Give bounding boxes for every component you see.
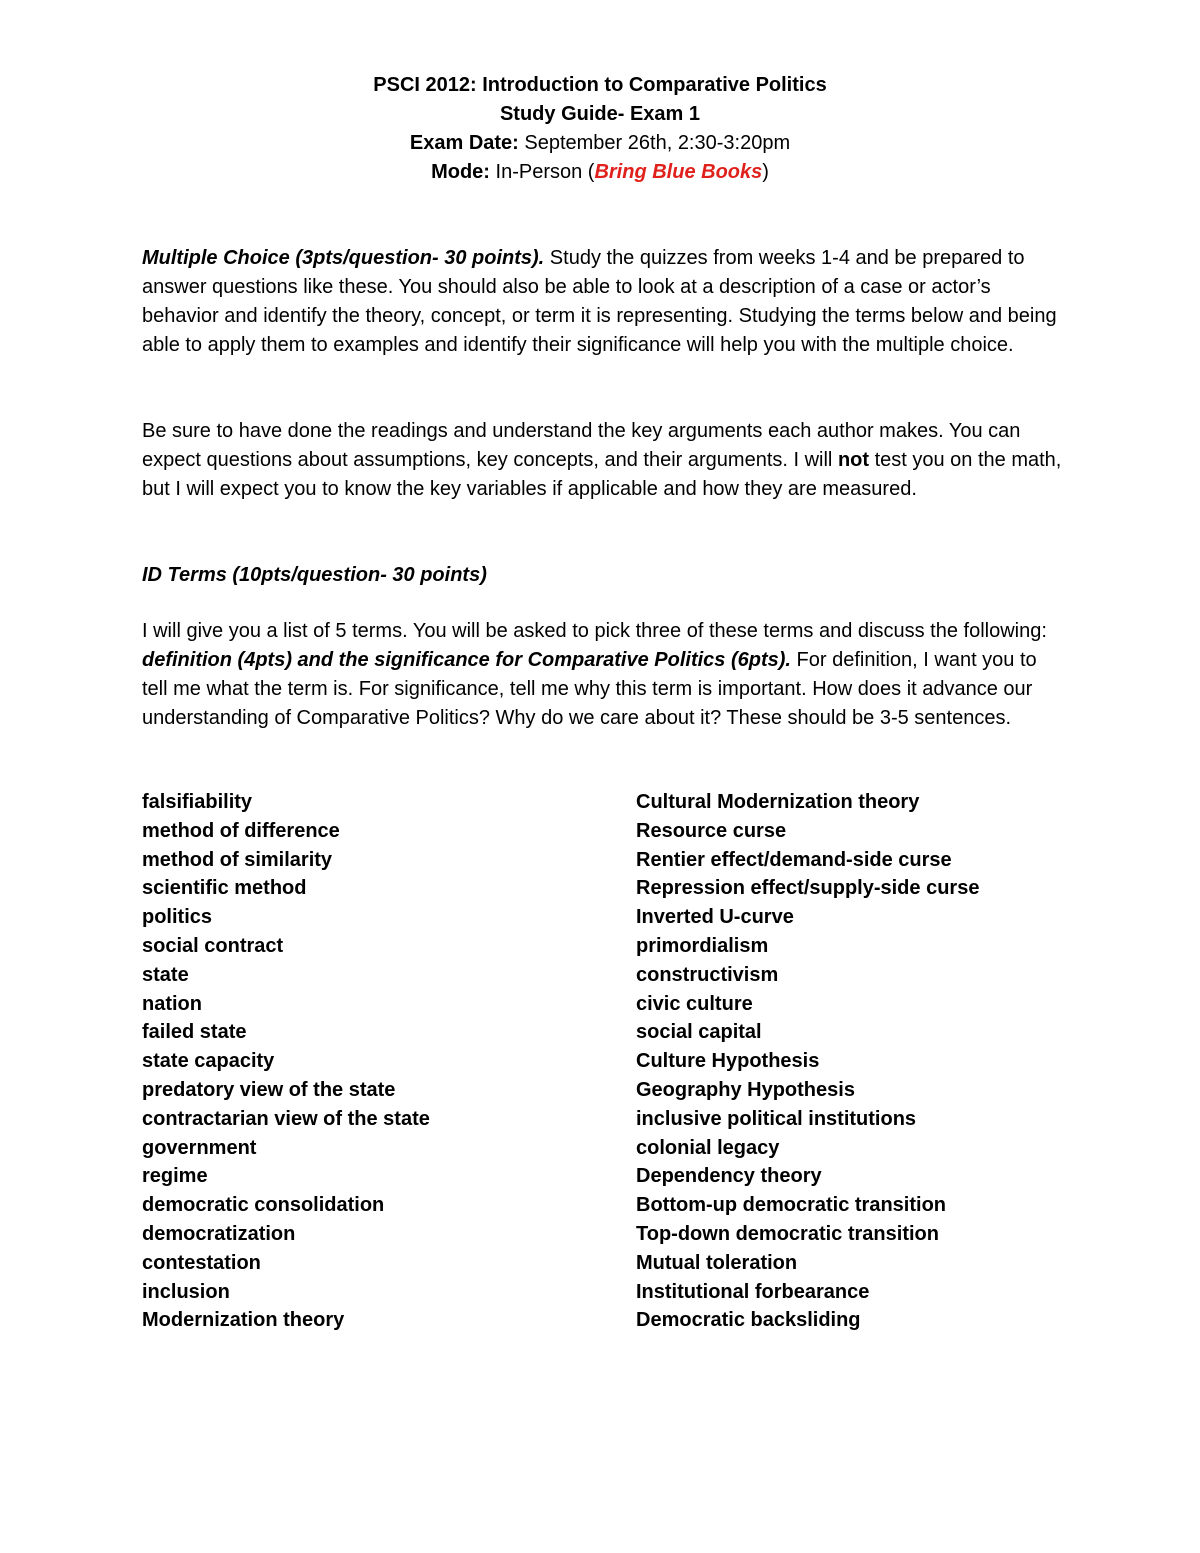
readings-text-bold: not bbox=[837, 449, 870, 471]
term-item: primordialism bbox=[636, 934, 769, 957]
multiple-choice-text: Study the quizzes from weeks 1-4 and be prepared to answer questions like these. You should also be able to look at a description of a case or actor’s behavior and identify the theory, concept, or term it is representing. Studying the terms below and being able to apply them to examples and identify their significance will help you with the multiple choice. bbox=[142, 247, 1057, 356]
course-title: PSCI 2012: Introduction to Comparative Politics bbox=[373, 74, 827, 96]
id-terms-text-post: For definition, I want you to tell me what the term is. For significance, tell me why this term is important. How does it advance our understanding of Comparative Politics? Why do we care about it? These should be 3-5 sentences. bbox=[142, 649, 1037, 729]
exam-date-line bbox=[0, 129, 1200, 158]
term-item: Repression effect/supply-side curse bbox=[636, 877, 980, 900]
term-item: Bottom-up democratic transition bbox=[636, 1194, 947, 1217]
mode-value-pre: In-Person ( bbox=[489, 161, 595, 183]
exam-date-value: September 26th, 2:30-3:20pm bbox=[518, 132, 791, 154]
term-item: colonial legacy bbox=[636, 1136, 780, 1159]
guide-subtitle: Study Guide- Exam 1 bbox=[499, 103, 701, 125]
term-item: falsifiability bbox=[142, 791, 253, 813]
exam-date-label: Exam Date: bbox=[409, 132, 519, 154]
term-item: social capital bbox=[636, 1021, 762, 1044]
term-item: Rentier effect/demand-side curse bbox=[636, 848, 952, 871]
id-terms-heading: ID Terms (10pts/question- 30 points) bbox=[142, 564, 487, 586]
term-item: Dependency theory bbox=[636, 1165, 822, 1188]
id-terms-paragraph bbox=[142, 617, 1062, 733]
term-item: civic culture bbox=[636, 992, 753, 1015]
term-item: contractarian view of the state bbox=[142, 1107, 430, 1130]
term-item: Geography Hypothesis bbox=[636, 1078, 855, 1101]
term-item: Institutional forbearance bbox=[636, 1280, 870, 1303]
term-item: Top-down democratic transition bbox=[636, 1222, 939, 1245]
term-item: method of difference bbox=[142, 819, 340, 842]
term-item: constructivism bbox=[636, 963, 779, 986]
readings-paragraph bbox=[142, 417, 1062, 504]
id-terms-section bbox=[142, 617, 1062, 733]
term-item: nation bbox=[142, 992, 202, 1015]
term-item: inclusive political institutions bbox=[636, 1107, 917, 1130]
term-item: politics bbox=[142, 906, 213, 929]
term-item: state capacity bbox=[142, 1050, 275, 1073]
term-item: Cultural Modernization theory bbox=[636, 791, 920, 813]
document-header bbox=[0, 71, 1200, 187]
term-item: contestation bbox=[142, 1251, 261, 1274]
id-terms-heading-block bbox=[142, 561, 1062, 590]
mode-label: Mode: bbox=[431, 161, 490, 183]
readings-text-post: test you on the math, but I will expect you to know the key variables if applicable and how they are measured. bbox=[142, 449, 1062, 500]
term-item: Mutual toleration bbox=[636, 1251, 798, 1274]
term-item: Resource curse bbox=[636, 819, 787, 842]
multiple-choice-section bbox=[142, 244, 1062, 360]
term-item: predatory view of the state bbox=[142, 1078, 396, 1101]
term-item: method of similarity bbox=[142, 848, 333, 871]
term-item: scientific method bbox=[142, 877, 307, 900]
multiple-choice-paragraph bbox=[142, 244, 1062, 360]
term-item: Modernization theory bbox=[142, 1309, 345, 1332]
terms-right-column bbox=[636, 788, 1062, 1335]
term-item: failed state bbox=[142, 1021, 247, 1044]
term-item: democratization bbox=[142, 1222, 296, 1245]
terms-list bbox=[142, 788, 1062, 1335]
mode-highlight: Bring Blue Books bbox=[594, 161, 763, 183]
term-item: regime bbox=[142, 1165, 208, 1188]
term-item: Democratic backsliding bbox=[636, 1309, 861, 1332]
term-item: government bbox=[142, 1136, 257, 1159]
term-item: social contract bbox=[142, 934, 284, 957]
mode-value-post: ) bbox=[762, 161, 769, 183]
term-item: democratic consolidation bbox=[142, 1194, 385, 1217]
term-item: state bbox=[142, 963, 189, 986]
id-terms-text-pre: I will give you a list of 5 terms. You will be asked to pick three of these terms and discuss the following: bbox=[142, 620, 1047, 642]
readings-text-pre: Be sure to have done the readings and understand the key arguments each author makes. You can expect questions about assumptions, key concepts, and their arguments. I will bbox=[142, 420, 1021, 471]
multiple-choice-heading: Multiple Choice (3pts/question- 30 points). bbox=[142, 247, 545, 269]
terms-left-column bbox=[142, 788, 636, 1335]
term-item: inclusion bbox=[142, 1280, 230, 1303]
id-terms-text-bold: definition (4pts) and the significance for Comparative Politics (6pts). bbox=[142, 649, 791, 671]
term-item: Inverted U-curve bbox=[636, 906, 794, 929]
readings-section bbox=[142, 417, 1062, 504]
term-item: Culture Hypothesis bbox=[636, 1050, 820, 1073]
exam-mode-line bbox=[0, 158, 1200, 187]
